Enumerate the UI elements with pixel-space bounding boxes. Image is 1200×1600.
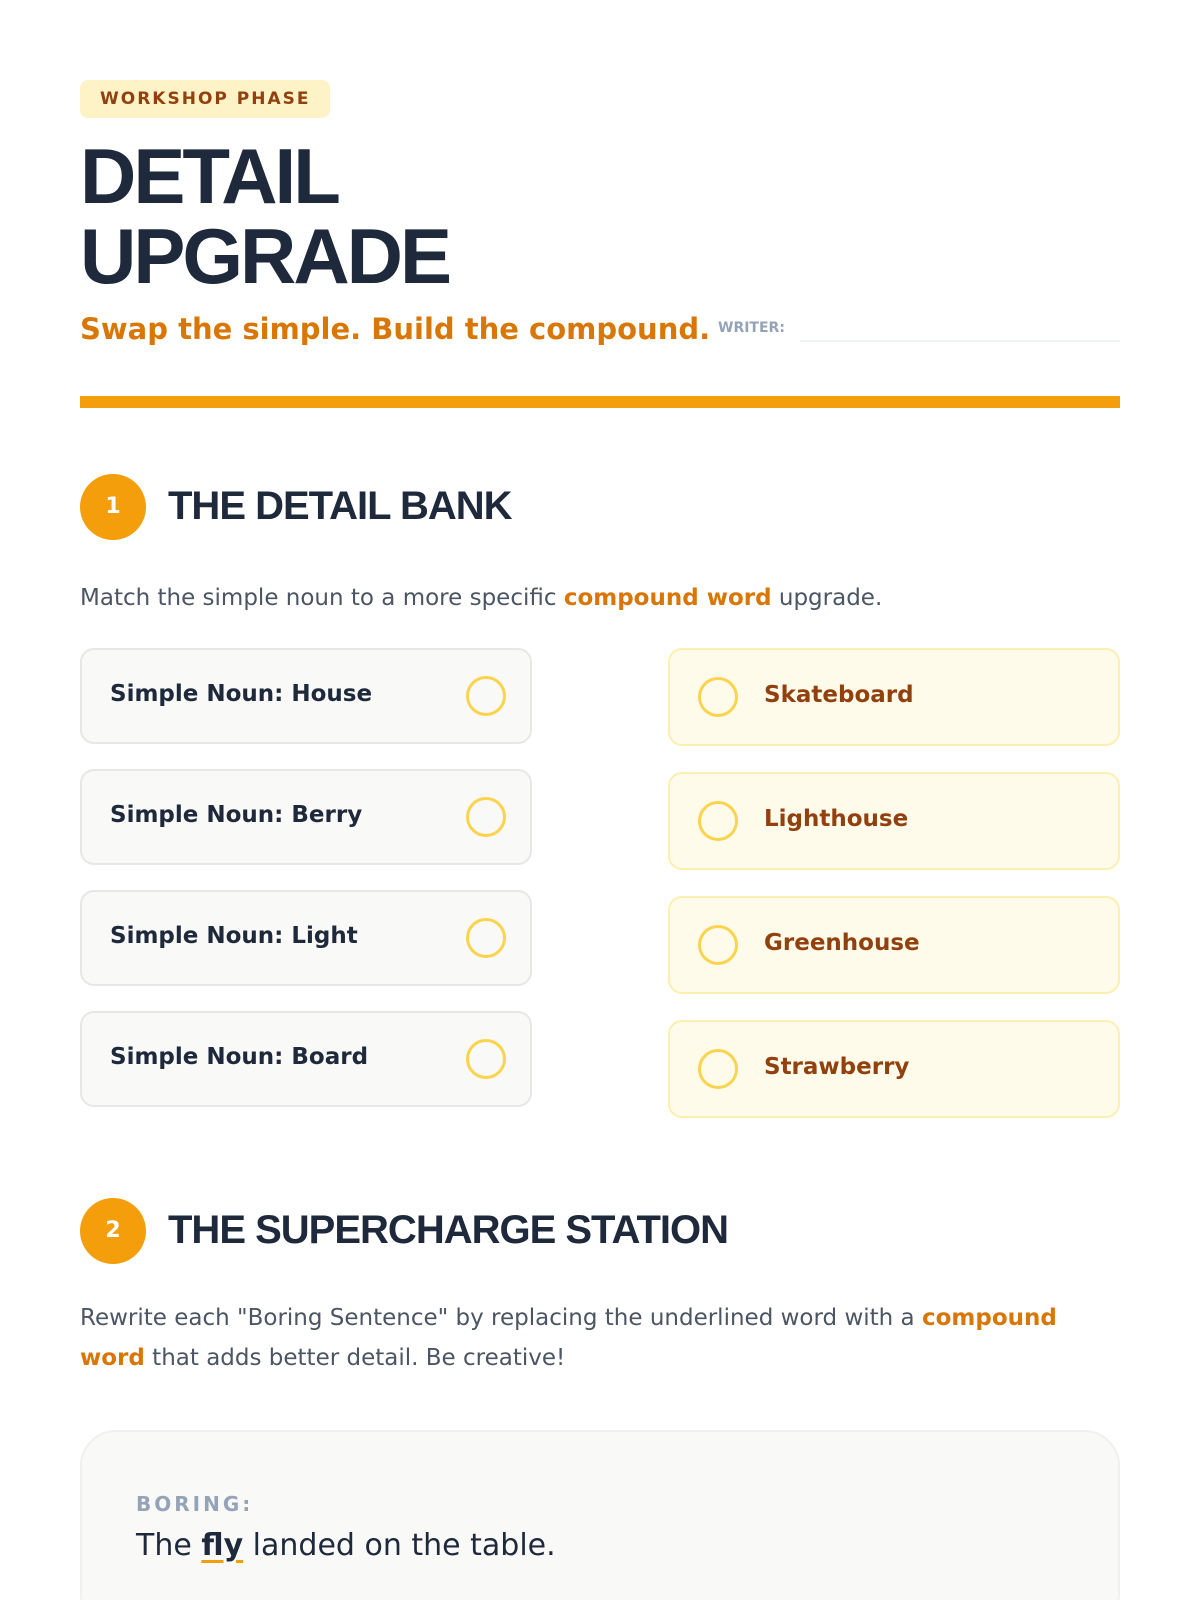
compound-word-card	[668, 1020, 1120, 1118]
match-dot-icon[interactable]	[698, 801, 738, 841]
sentence-end: landed on the table.	[243, 1528, 556, 1563]
section-2-instruction-text: Rewrite each "Boring Sentence" by replacing the underlined word with a	[80, 1305, 922, 1331]
match-dot-icon[interactable]	[466, 1039, 506, 1079]
match-dot-icon[interactable]	[698, 1049, 738, 1089]
worksheet-page	[80, 80, 1120, 1600]
section-1-instruction-text-end: upgrade.	[771, 585, 883, 611]
phase-badge: WORKSHOP PHASE	[80, 80, 330, 118]
simple-noun-label: Simple Noun: House	[110, 681, 373, 707]
section-2-instruction-highlight: compound word	[80, 1305, 1057, 1371]
matching-grid	[80, 648, 1120, 1128]
section-2-number-badge: 2	[80, 1198, 146, 1264]
compound-word-label: Strawberry	[764, 1054, 910, 1080]
match-dot-icon[interactable]	[698, 677, 738, 717]
match-dot-icon[interactable]	[698, 925, 738, 965]
section-2-header	[80, 1198, 1120, 1264]
compound-word-label: Lighthouse	[764, 806, 909, 832]
compound-word-card	[668, 896, 1120, 994]
section-1-header	[80, 474, 1120, 540]
section-2-title: THE SUPERCHARGE STATION	[168, 1208, 728, 1252]
section-1-instruction-text: Match the simple noun to a more specific	[80, 585, 564, 611]
match-dot-icon[interactable]	[466, 676, 506, 716]
compound-word-card	[668, 772, 1120, 870]
section-2-instruction-text-end: that adds better detail. Be creative!	[144, 1345, 566, 1371]
simple-noun-label: Simple Noun: Board	[110, 1044, 369, 1070]
simple-noun-card	[80, 648, 532, 744]
boring-sentence	[136, 1528, 556, 1563]
boring-label: BORING:	[136, 1492, 254, 1516]
section-2-instructions	[80, 1298, 1120, 1378]
boring-sentence-card	[80, 1430, 1120, 1600]
underlined-word: fly	[201, 1528, 244, 1563]
simple-noun-card	[80, 1011, 532, 1107]
match-dot-icon[interactable]	[466, 797, 506, 837]
simple-noun-label: Simple Noun: Light	[110, 923, 358, 949]
writer-name-field[interactable]	[800, 340, 1120, 342]
page-title-line1: DETAIL	[80, 132, 338, 220]
simple-noun-card	[80, 769, 532, 865]
writer-label: WRITER:	[718, 320, 785, 336]
section-1-instruction-highlight: compound word	[563, 585, 772, 611]
compound-word-label: Skateboard	[764, 682, 914, 708]
section-1-instructions	[80, 578, 1120, 618]
header-divider	[80, 396, 1120, 408]
match-dot-icon[interactable]	[466, 918, 506, 958]
compound-word-card	[668, 648, 1120, 746]
page-title-line2: UPGRADE	[80, 212, 450, 300]
subtitle-row	[80, 304, 1120, 354]
simple-noun-card	[80, 890, 532, 986]
section-1-number-badge: 1	[80, 474, 146, 540]
page-title	[80, 132, 1120, 300]
section-1-title: THE DETAIL BANK	[168, 484, 512, 528]
simple-noun-label: Simple Noun: Berry	[110, 802, 363, 828]
sentence-start: The	[136, 1528, 202, 1563]
compound-word-label: Greenhouse	[764, 930, 920, 956]
page-subtitle: Swap the simple. Build the compound.	[80, 312, 711, 346]
